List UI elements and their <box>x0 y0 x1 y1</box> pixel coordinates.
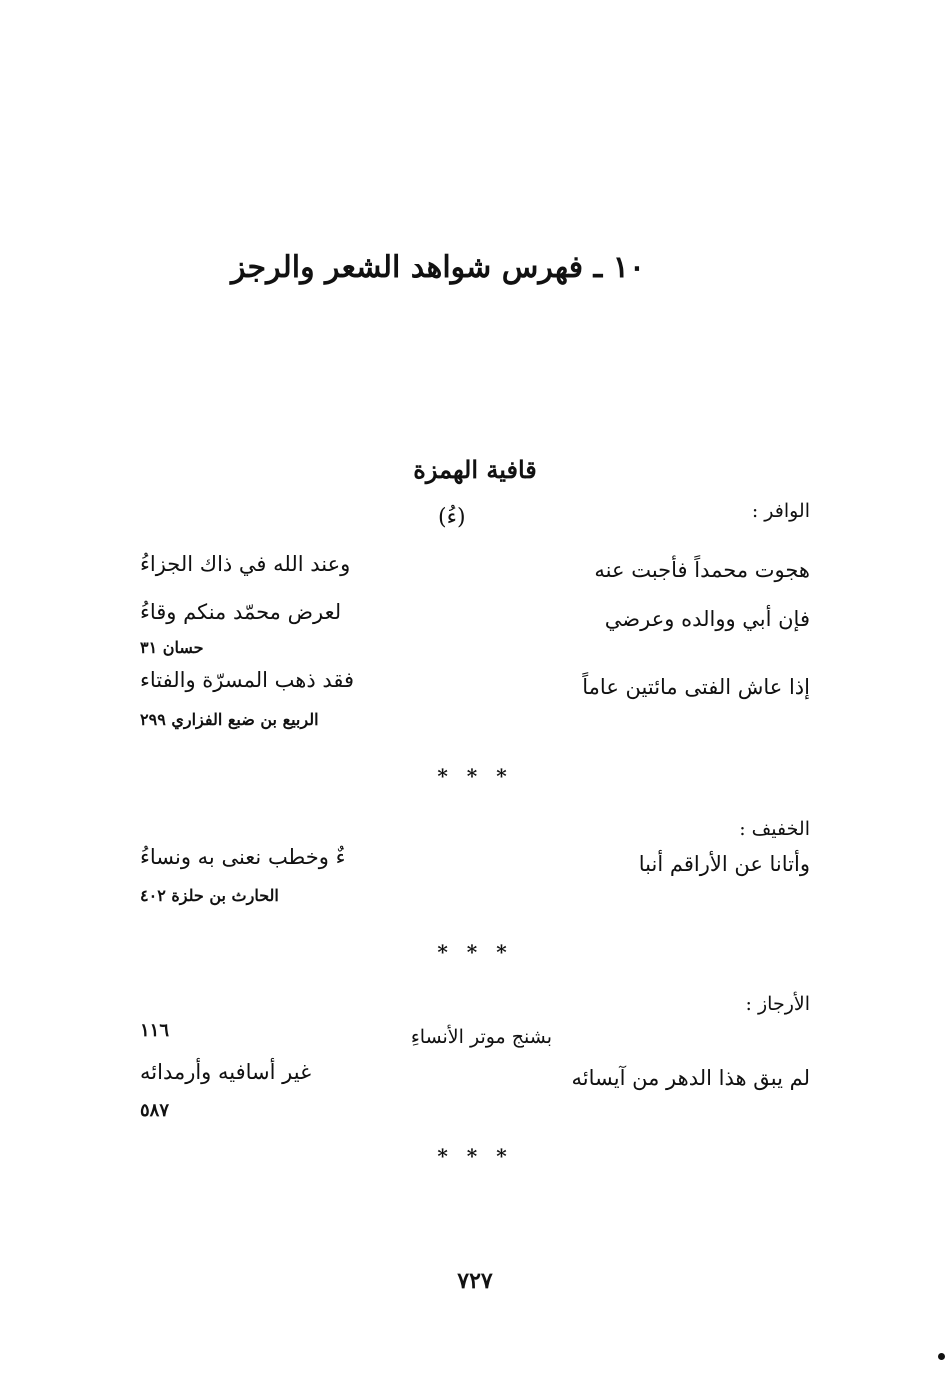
page-title: ١٠ ـ فهرس شواهد الشعر والرجز <box>230 250 645 285</box>
verse-2-first-hemistich: فإن أبي ووالده وعرضي <box>604 607 810 631</box>
rajaz-line-2-page: ٥٨٧ <box>140 1100 170 1121</box>
rhyme-marker: (ءُ) <box>438 505 466 530</box>
section-separator: * * * <box>437 940 513 964</box>
scan-mark <box>938 1353 945 1360</box>
rajaz-line-1-page: ١١٦ <box>140 1020 170 1041</box>
rajaz-line-2-first-hemistich: لم يبق هذا الدهر من آيسائه <box>571 1066 810 1090</box>
verse-4-attribution: الحارث بن حلزة ٤٠٢ <box>140 886 279 905</box>
verse-4-first-hemistich: وأتانا عن الأراقم أنبا <box>638 852 810 876</box>
meter-label-arjaz: الأرجاز : <box>745 993 810 1015</box>
verse-4-second-hemistich: ءٌ وخطب نعنى به ونساءُ <box>140 845 346 869</box>
rajaz-line-2-second-hemistich: غير أسافيه وأرمدائه <box>140 1060 312 1084</box>
section-separator: * * * <box>437 764 513 788</box>
verse-2-second-hemistich: لعرض محمّد منكم وقاءُ <box>140 600 342 624</box>
rajaz-line-1: بشنج موتر الأنساءِ <box>410 1026 552 1048</box>
section-separator: * * * <box>437 1144 513 1168</box>
section-heading: قافية الهمزة <box>413 455 537 484</box>
verse-3-attribution: الربيع بن ضبع الفزاري ٢٩٩ <box>140 710 319 729</box>
verse-3-second-hemistich: فقد ذهب المسرّة والفتاء <box>140 668 355 692</box>
verse-1-first-hemistich: هجوت محمداً فأجبت عنه <box>594 558 810 582</box>
meter-label-khafif: الخفيف : <box>739 818 810 840</box>
verse-2-attribution: حسان ٣١ <box>140 638 204 657</box>
verse-1-second-hemistich: وعند الله في ذاك الجزاءُ <box>140 552 351 576</box>
page-number: ٧٢٧ <box>457 1268 493 1294</box>
meter-label-wafir: الوافر : <box>751 500 810 522</box>
verse-3-first-hemistich: إذا عاش الفتى مائتين عاماً <box>582 675 810 699</box>
